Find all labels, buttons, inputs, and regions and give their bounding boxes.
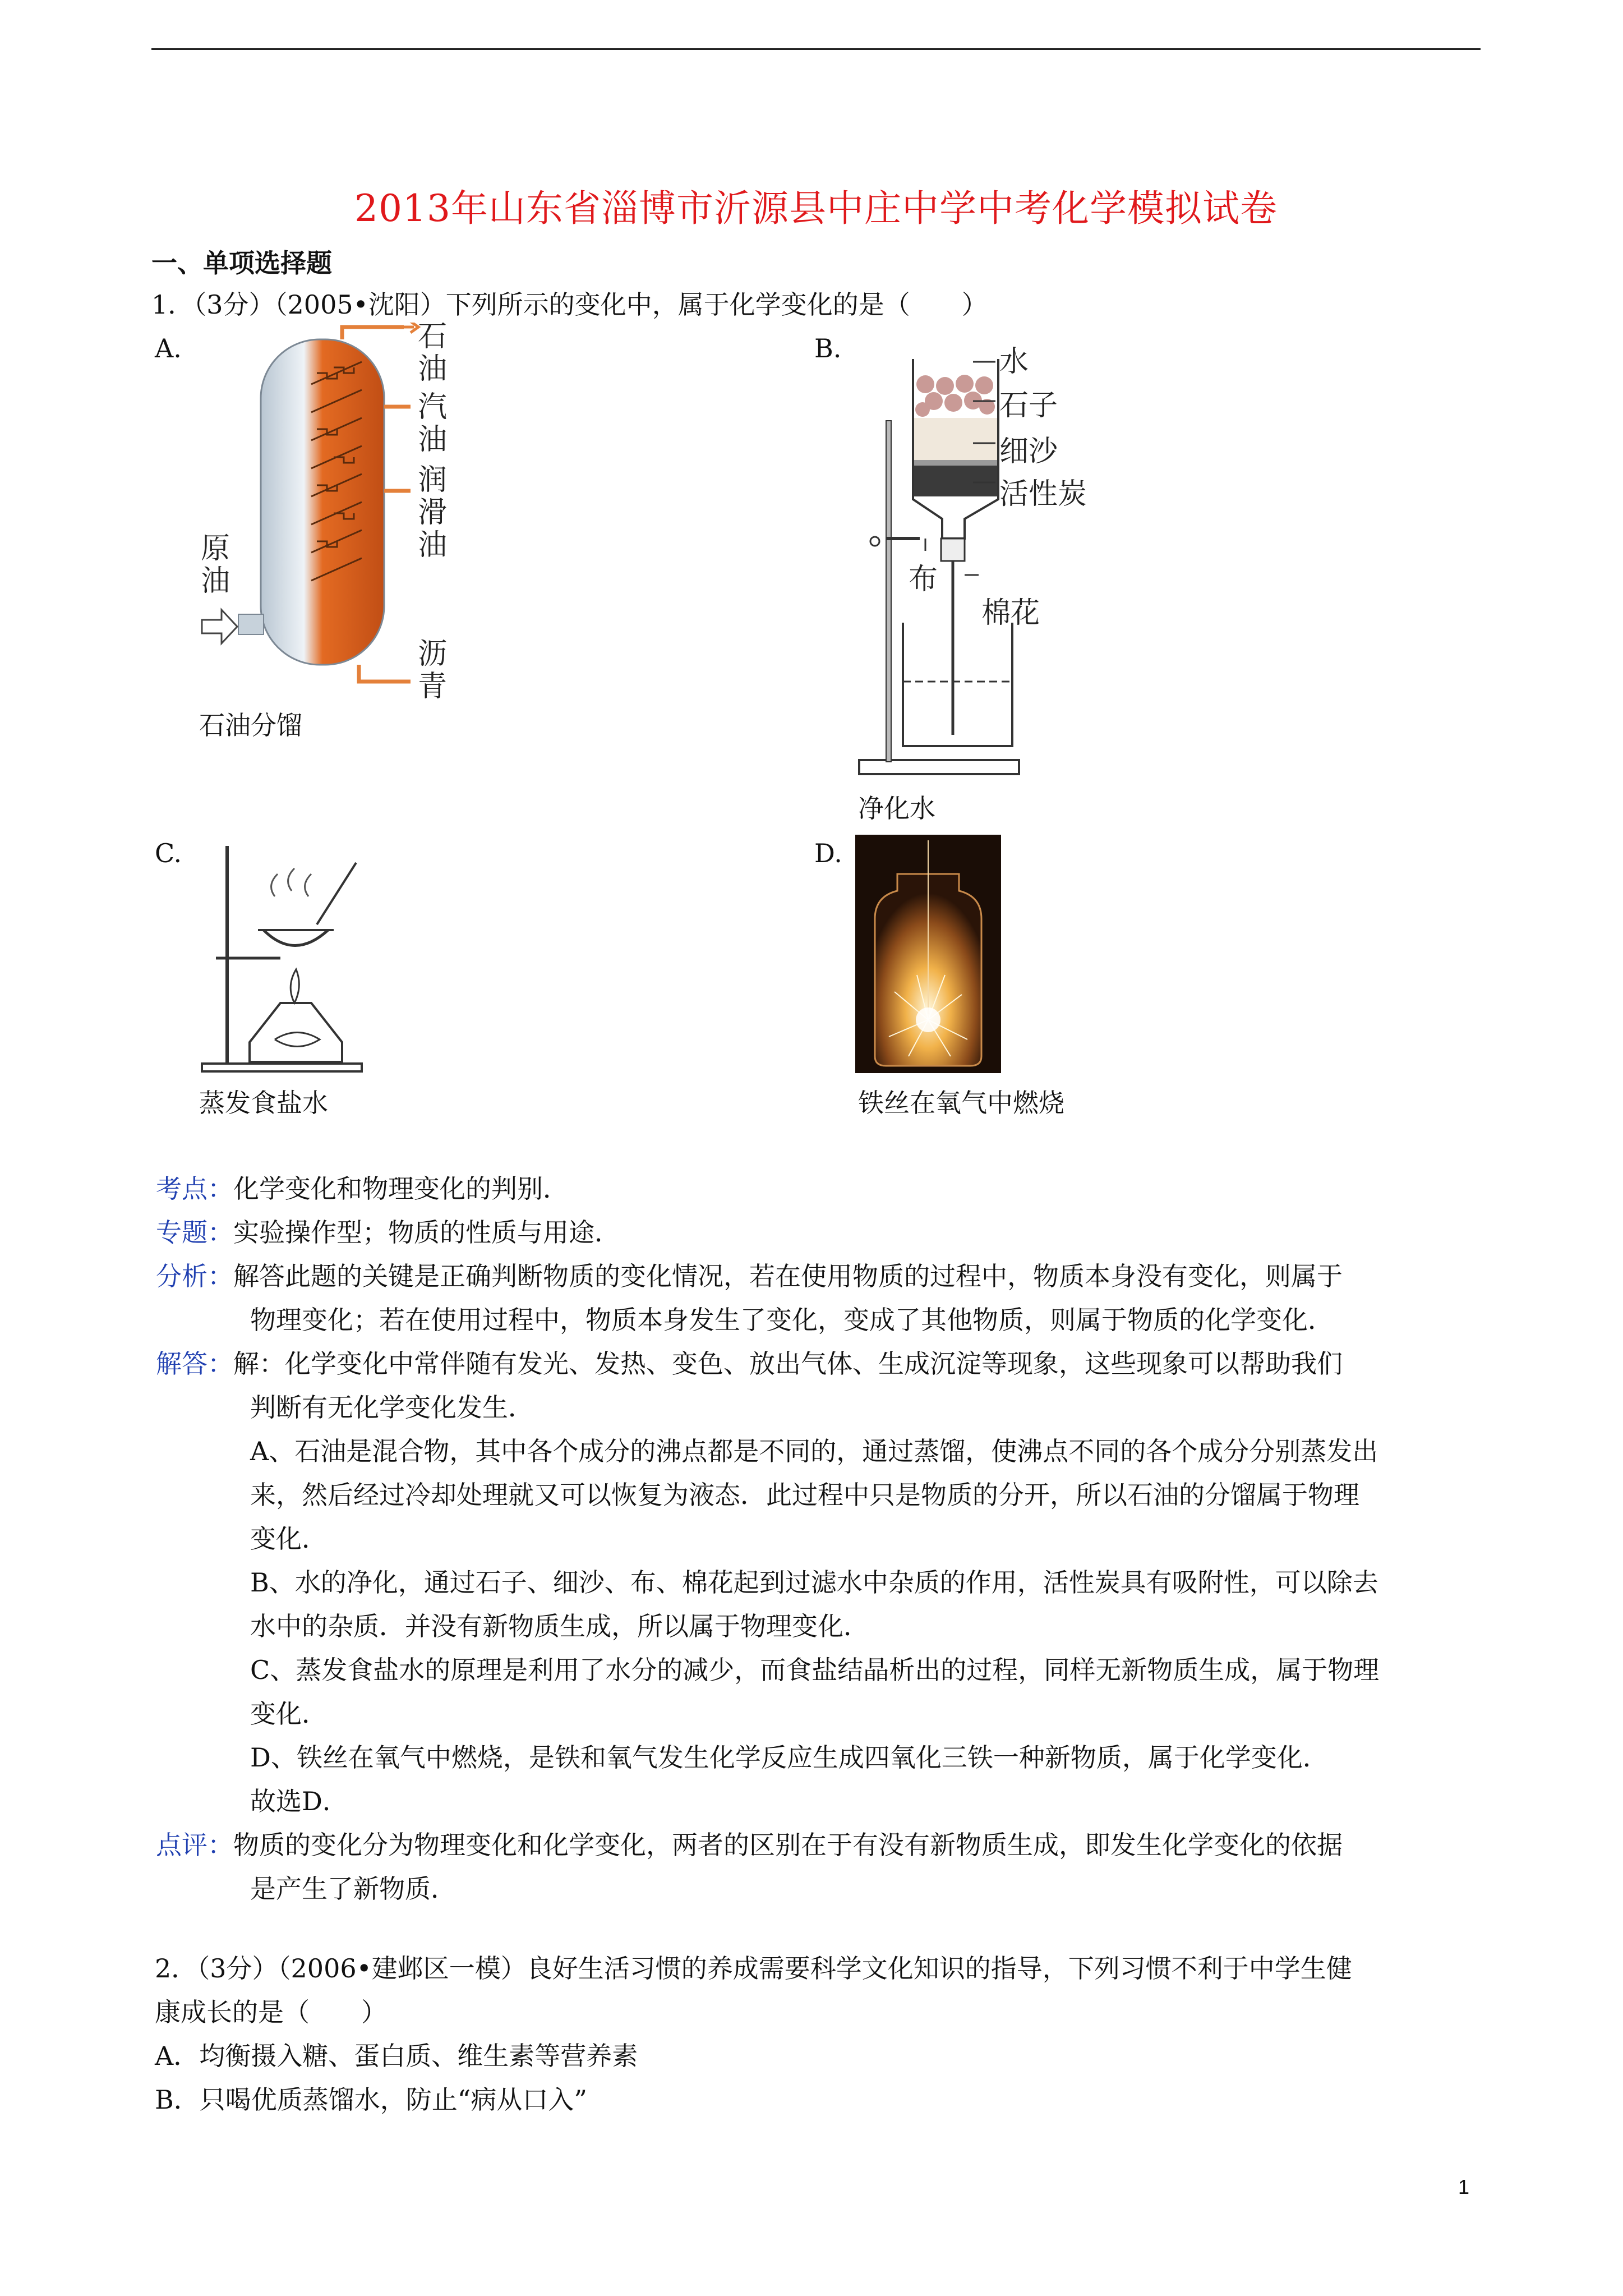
label-lubricant-1: 润	[418, 463, 448, 497]
jieda-line-5: 变化．	[250, 1524, 328, 1554]
jieda-line-2: 判断有无化学变化发生．	[250, 1392, 534, 1423]
label-pebbles: 石子	[999, 389, 1058, 422]
question-2-stem-2: 康成长的是（ ）	[155, 1997, 387, 2027]
top-rule	[151, 48, 1481, 50]
label-lubricant-2: 滑	[418, 496, 448, 530]
fenxi-text-1: 解答此题的关键是正确判断物质的变化情况，若在使用物质的过程中，物质本身没有变化，则属于	[233, 1261, 1343, 1291]
question-2-option-b: B．只喝优质蒸馏水，防止“病从口入”	[155, 2085, 587, 2115]
fenxi-row	[156, 1254, 1343, 1298]
label-cotton: 棉花	[981, 596, 1040, 630]
dianping-row	[156, 1823, 1343, 1867]
question-2-stem-1: 2．（3分）（2006•建邺区一模）良好生活习惯的养成需要科学文化知识的指导，下列习惯不利于中学生健	[155, 1953, 1352, 1984]
water-purifier-figure	[852, 337, 1189, 780]
label-petroleum-1: 石	[418, 323, 448, 353]
question-1-stem: 1．（3分）（2005•沈阳）下列所示的变化中，属于化学变化的是（ ）	[151, 289, 988, 320]
zhuanti-label: 专题：	[156, 1217, 233, 1248]
label-asphalt-2: 青	[418, 670, 448, 703]
jieda-row	[156, 1342, 1343, 1386]
label-petroleum-2: 油	[418, 352, 448, 386]
kaodian-row	[156, 1167, 569, 1211]
label-crude-2: 油	[201, 564, 230, 598]
option-a-caption: 石油分馏	[199, 710, 302, 740]
jieda-line-6: B、水的净化，通过石子、细沙、布、棉花起到过滤水中杂质的作用，活性炭具有吸附性，可以除去	[250, 1567, 1378, 1598]
option-d-letter: D.	[814, 838, 842, 868]
question-2-option-a: A．均衡摄入糖、蛋白质、维生素等营养素	[155, 2041, 638, 2071]
fenxi-text-2: 物理变化；若在使用过程中，物质本身发生了变化，变成了其他物质，则属于物质的化学变化．	[250, 1305, 1334, 1335]
kaodian-text: 化学变化和物理变化的判别．	[233, 1174, 569, 1204]
fenxi-label: 分析：	[156, 1261, 233, 1291]
option-d-caption: 铁丝在氧气中燃烧	[858, 1088, 1064, 1118]
dianping-label: 点评：	[156, 1830, 233, 1860]
dianping-text-2: 是产生了新物质．	[250, 1874, 457, 1904]
jieda-line-10: D、铁丝在氧气中燃烧，是铁和氧气发生化学反应生成四氧化三铁一种新物质，属于化学变化．	[250, 1742, 1329, 1773]
jieda-line-1: 解：化学变化中常伴随有发光、发热、变色、放出气体、生成沉淀等现象，这些现象可以帮助我们	[233, 1349, 1343, 1379]
evaporation-figure	[196, 840, 376, 1076]
jieda-line-3: A、石油是混合物，其中各个成分的沸点都是不同的，通过蒸馏，使沸点不同的各个成分分别蒸发出	[250, 1436, 1378, 1466]
fractionation-figure	[191, 323, 482, 715]
label-crude-1: 原	[201, 532, 230, 565]
jieda-line-4: 来，然后经过冷却处理就又可以恢复为液态．此过程中只是物质的分开，所以石油的分馏属于物理	[250, 1480, 1359, 1510]
jieda-label: 解答：	[156, 1349, 233, 1379]
section-heading: 一、单项选择题	[151, 248, 332, 278]
label-water: 水	[999, 345, 1029, 379]
jieda-line-8: C、蒸发食盐水的原理是利用了水分的减少，而食盐结晶析出的过程，同样无新物质生成，属于物理	[250, 1655, 1380, 1685]
page-title: 2013年山东省淄博市沂源县中庄中学中考化学模拟试卷	[354, 187, 1278, 230]
option-b-caption: 净化水	[858, 793, 935, 823]
option-a-letter: A.	[155, 333, 182, 364]
zhuanti-row	[156, 1211, 620, 1254]
option-c-caption: 蒸发食盐水	[199, 1088, 328, 1118]
zhuanti-text: 实验操作型；物质的性质与用途．	[233, 1217, 620, 1248]
label-gasoline-2: 油	[418, 423, 448, 457]
label-gasoline-1: 汽	[418, 390, 448, 424]
jieda-line-7: 水中的杂质．并没有新物质生成，所以属于物理变化．	[250, 1611, 869, 1641]
jieda-line-9: 变化．	[250, 1699, 328, 1729]
label-asphalt-1: 沥	[418, 637, 448, 671]
option-c-letter: C.	[155, 838, 182, 868]
option-b-letter: B.	[814, 333, 842, 364]
iron-combustion-photo	[855, 835, 1001, 1073]
dianping-text-1: 物质的变化分为物理变化和化学变化，两者的区别在于有没有新物质生成，即发生化学变化的依据	[233, 1830, 1343, 1860]
page-number: 1	[1458, 2175, 1470, 2198]
kaodian-label: 考点：	[156, 1174, 233, 1204]
label-lubricant-3: 油	[418, 528, 448, 562]
label-fine-sand: 细沙	[999, 435, 1058, 468]
jieda-line-11: 故选D．	[250, 1786, 348, 1816]
label-cloth: 布	[909, 563, 938, 596]
label-activated-carbon: 活性炭	[999, 477, 1087, 511]
